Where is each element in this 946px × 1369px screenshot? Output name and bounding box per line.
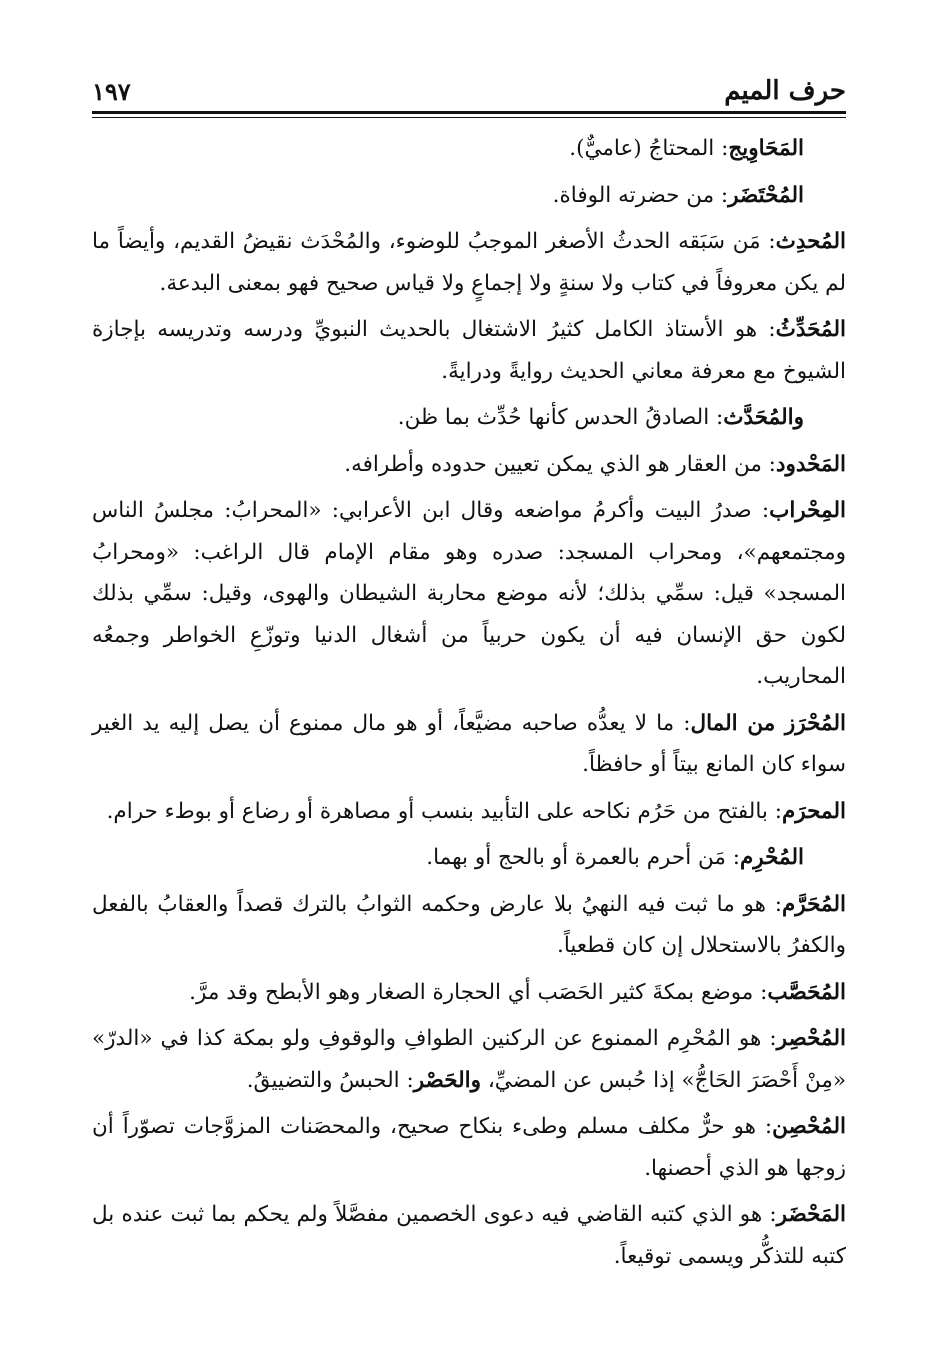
entry: المُحْصِن: هو حرٌّ مكلف مسلم وطىء بنكاح صحيح، والمحصَنات المزوَّجات تصوّراً أن زوجها هو الذي أحصنها. — [92, 1114, 847, 1181]
entry-definition: الصادقُ الحدس كأنها حُدِّث بما ظن. — [397, 405, 710, 430]
header-rule-thick — [92, 111, 846, 114]
page-header — [92, 62, 846, 106]
entry: المَحَاوِيج: المحتاجُ (عاميٌّ). — [569, 136, 804, 161]
entry-subterm: والحَصْر — [413, 1067, 481, 1093]
entry-definition: مَن أحرم بالعمرة أو بالحج أو بهما. — [426, 845, 726, 870]
entry-term: المَحَاوِيج — [728, 136, 804, 161]
entry: المحرَم: بالفتح من حَرُم نكاحه على التأبيد بنسب أو مصاهرة أو رضاع أو بوطء حرام. — [106, 798, 846, 824]
entry: المُحْرِم: مَن أحرم بالعمرة أو بالحج أو بهما. — [426, 845, 804, 870]
entry-definition: هو الذي كتبه القاضي فيه دعوى الخصمين مفصَّلاً ولم يحكم بما ثبت عنده بل كتبه للتذكُّر ويسمى توقيعاً. — [92, 1202, 846, 1269]
entry: المُحدِث: مَن سَبَقه الحدثُ الأصغر الموجبُ للوضوء، والمُحْدَث نقيضُ القديم، وأيضاً ما لم يكن معروفاً في كتاب ولا سنةٍ ولا إجماعٍ ولا قياس صحيح فهو بمعنى البدعة. — [92, 229, 847, 296]
entry: المَحْدود: من العقار هو الذي يمكن تعيين حدوده وأطرافه. — [344, 451, 846, 477]
entry: المُحْرَز من المال: ما لا يعدُّه صاحبه مضيَّعاً، أو هو مال ممنوع أن يصل إليه يد الغير سواء كان المانع بيتاً أو حافظاً. — [92, 710, 847, 777]
entry-term: المُحَدِّثُ — [775, 317, 847, 342]
entry: المِحْراب: صدرُ البيت وأكرمُ مواضعه وقال ابن الأعرابي: «المحرابُ: مجلسُ الناس ومجتمعهم»، ومحراب المسجد: صدره وهو مقام الإمام قال الراغب: «ومحرابُ المسجد» قيل: سمِّي بذلك؛ لأنه موضع محاربة الشيطان والهوى، وقيل: سمِّي بذلك لكون حق الإنسان فيه أن يكون حربياً من أشغال الدنيا وتوزّعِ الخواطر وجمعُه المحاريب. — [92, 498, 846, 689]
header-rule-thin — [92, 117, 846, 118]
entry-definition: من العقار هو الذي يمكن تعيين حدوده وأطرافه. — [344, 451, 762, 477]
entry-definition: هو المُحْرِم الممنوع عن الركنين الطوافِ والوقوفِ ولو بمكة كذا في «الدرّ» «مِنْ أَحْصَرَ الحَاجُّ» إذا حُبس عن المضيِّ، — [92, 1026, 846, 1093]
entry: والمُحَدَّث: الصادقُ الحدس كأنها حُدِّث بما ظن. — [397, 405, 804, 430]
entry-term: المُحْرِم — [739, 845, 804, 870]
entry-term: المُحْتَضَر — [728, 182, 804, 208]
entry-definition: بالفتح من حَرُم نكاحه على التأبيد بنسب أو مصاهرة أو رضاع أو بوطء حرام. — [106, 798, 768, 824]
page-number: ١٩٧ — [92, 77, 131, 106]
entry-term: والمُحَدَّث — [723, 405, 804, 430]
entry-definition: صدرُ البيت وأكرمُ مواضعه وقال ابن الأعرابي: «المحرابُ: مجلسُ الناس ومجتمعهم»، ومحراب المسجد: صدره وهو مقام الإمام قال الراغب: «ومحرابُ المسجد» قيل: سمِّي بذلك؛ لأنه موضع محاربة الشيطان والهوى، وقيل: سمِّي بذلك لكون حق الإنسان فيه أن يكون حربياً من أشغال الدنيا وتوزّعِ الخواطر وجمعُه المحاريب. — [92, 498, 846, 689]
entry-definition: ما لا يعدُّه صاحبه مضيَّعاً، أو هو مال ممنوع أن يصل إليه يد الغير سواء كان المانع بيتاً أو حافظاً. — [92, 710, 846, 777]
entry-definition: هو حرٌّ مكلف مسلم وطىء بنكاح صحيح، والمحصَنات المزوَّجات تصوّراً أن زوجها هو الذي أحصنها. — [92, 1114, 846, 1181]
entry: المُحْتَضَر: من حضرته الوفاة. — [552, 182, 804, 208]
entry-term: المُحدِث — [775, 229, 847, 254]
entry: المُحْصِر: هو المُحْرِم الممنوع عن الركنين الطوافِ والوقوفِ ولو بمكة كذا في «الدرّ» «مِنْ أَحْصَرَ الحَاجُّ» إذا حُبس عن المضيِّ، والحَصْر: الحبسُ والتضييقُ. — [92, 1026, 847, 1093]
entry-term: المِحْراب — [769, 498, 846, 523]
entry-term: المُحْصِر — [776, 1026, 847, 1051]
entry: المُحَرَّم: هو ما ثبت فيه النهيُ بلا عارض وحكمه الثوابُ بالترك قصداً والعقابُ بالفعل والكفرُ بالاستحلال إن كان قطعياً. — [92, 891, 846, 958]
entry-term: المحرَم — [781, 798, 846, 824]
entry-subdefinition: الحبسُ والتضييقُ. — [246, 1067, 400, 1093]
entry-term: المَحْدود — [775, 451, 846, 477]
entry-definition: هو الأستاذ الكامل كثيرُ الاشتغال بالحديث النبويِّ ودرسه وتدريسه بإجازة الشيوخ مع معرفة معاني الحديث روايةً ودرايةً. — [92, 317, 846, 384]
entry-definition: هو ما ثبت فيه النهيُ بلا عارض وحكمه الثوابُ بالترك قصداً والعقابُ بالفعل والكفرُ بالاستحلال إن كان قطعياً. — [92, 891, 846, 958]
entry-term: المُحَصَّب — [767, 979, 846, 1005]
entry: المُحَدِّثُ: هو الأستاذ الكامل كثيرُ الاشتغال بالحديث النبويِّ ودرسه وتدريسه بإجازة الشيوخ مع معرفة معاني الحديث روايةً ودرايةً. — [92, 317, 847, 384]
entry-term: المُحْصِن — [772, 1114, 847, 1139]
entry: المُحَصَّب: موضع بمكةَ كثير الحَصَب أي الحجارة الصغار وهو الأبطح وقد مرَّ. — [189, 979, 846, 1005]
entries-list — [92, 128, 846, 1282]
entry-definition: موضع بمكةَ كثير الحَصَب أي الحجارة الصغار وهو الأبطح وقد مرَّ. — [189, 979, 754, 1005]
entry-definition: مَن سَبَقه الحدثُ الأصغر الموجبُ للوضوء، والمُحْدَث نقيضُ القديم، وأيضاً ما لم يكن معروفاً في كتاب ولا سنةٍ ولا إجماعٍ ولا قياس صحيح فهو بمعنى البدعة. — [92, 229, 846, 296]
entry-term: المُحَرَّم — [781, 891, 846, 917]
running-title: حرف الميم — [724, 76, 846, 106]
entry-term: المَحْضَر — [776, 1202, 846, 1227]
entry-term: المُحْرَز من المال — [690, 710, 847, 736]
entry-definition: من حضرته الوفاة. — [552, 182, 715, 208]
entry-definition: المحتاجُ (عاميٌّ). — [569, 136, 715, 161]
entry: المَحْضَر: هو الذي كتبه القاضي فيه دعوى الخصمين مفصَّلاً ولم يحكم بما ثبت عنده بل كتبه للتذكُّر ويسمى توقيعاً. — [92, 1202, 846, 1269]
